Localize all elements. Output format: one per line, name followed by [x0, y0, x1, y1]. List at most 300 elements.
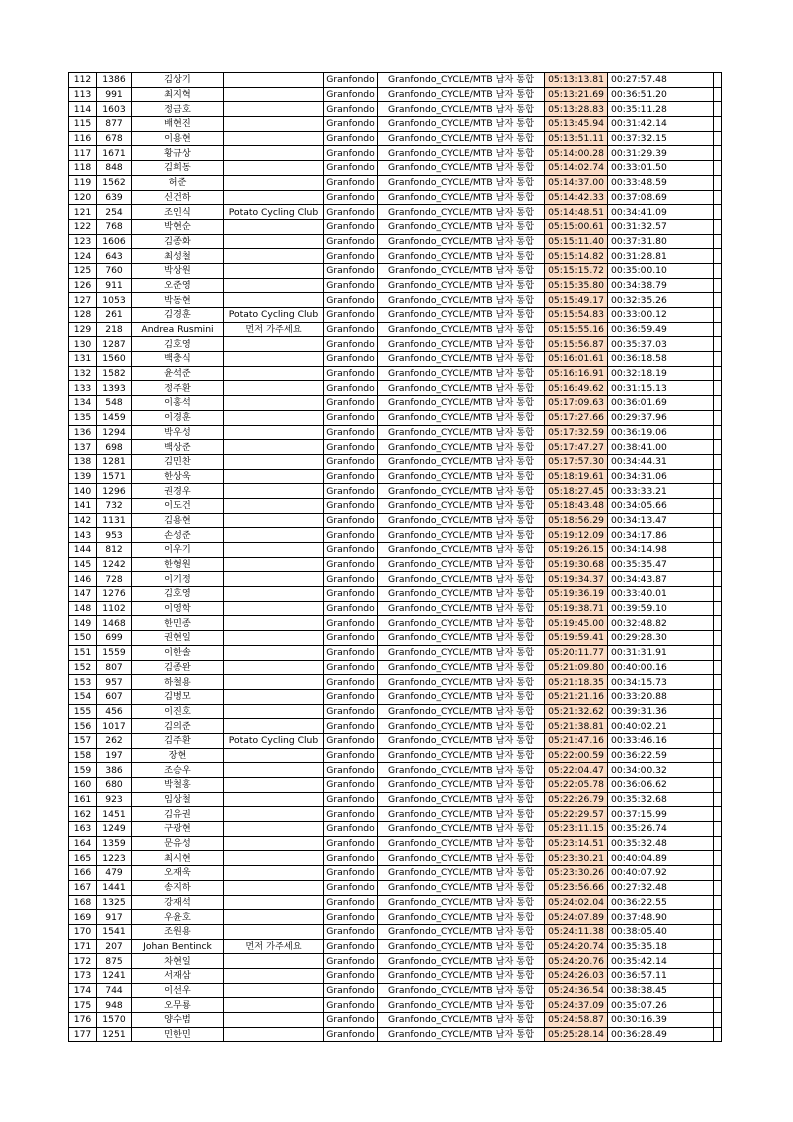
rank-cell: 143	[69, 528, 97, 543]
finish-time-cell: 05:18:56.29	[545, 513, 608, 528]
category-cell: Granfondo_CYCLE/MTB 남자 통합	[378, 410, 545, 425]
course-cell: Granfondo	[324, 954, 378, 969]
bib-number-cell: 948	[97, 998, 132, 1013]
rank-cell: 144	[69, 543, 97, 558]
category-cell: Granfondo_CYCLE/MTB 남자 통합	[378, 528, 545, 543]
table-row	[69, 719, 722, 734]
course-cell: Granfondo	[324, 161, 378, 176]
split-time-cell: 00:34:05.66	[608, 498, 714, 513]
category-cell: Granfondo_CYCLE/MTB 남자 통합	[378, 895, 545, 910]
bib-number-cell: 1131	[97, 513, 132, 528]
rider-name-cell: 이기정	[132, 572, 224, 587]
table-row	[69, 660, 722, 675]
table-row	[69, 689, 722, 704]
bib-number-cell: 1459	[97, 410, 132, 425]
category-cell: Granfondo_CYCLE/MTB 남자 통합	[378, 968, 545, 983]
rank-cell: 127	[69, 293, 97, 308]
bib-number-cell: 1249	[97, 822, 132, 837]
team-cell	[224, 792, 324, 807]
finish-time-cell: 05:13:51.11	[545, 131, 608, 146]
bib-number-cell: 1281	[97, 454, 132, 469]
rank-cell: 140	[69, 484, 97, 499]
course-cell: Granfondo	[324, 528, 378, 543]
category-cell: Granfondo_CYCLE/MTB 남자 통합	[378, 733, 545, 748]
empty-cell	[714, 263, 722, 278]
course-cell: Granfondo	[324, 763, 378, 778]
team-cell	[224, 219, 324, 234]
rider-name-cell: 김희동	[132, 161, 224, 176]
bib-number-cell: 262	[97, 733, 132, 748]
finish-time-cell: 05:24:26.03	[545, 968, 608, 983]
category-cell: Granfondo_CYCLE/MTB 남자 통합	[378, 469, 545, 484]
rank-cell: 168	[69, 895, 97, 910]
category-cell: Granfondo_CYCLE/MTB 남자 통합	[378, 572, 545, 587]
rider-name-cell: 서재삼	[132, 968, 224, 983]
empty-cell	[714, 807, 722, 822]
category-cell: Granfondo_CYCLE/MTB 남자 통합	[378, 366, 545, 381]
team-cell	[224, 293, 324, 308]
bib-number-cell: 1242	[97, 557, 132, 572]
table-row	[69, 440, 722, 455]
table-row	[69, 866, 722, 881]
table-row	[69, 587, 722, 602]
course-cell: Granfondo	[324, 308, 378, 323]
finish-time-cell: 05:24:37.09	[545, 998, 608, 1013]
table-row	[69, 601, 722, 616]
team-cell	[224, 190, 324, 205]
course-cell: Granfondo	[324, 836, 378, 851]
team-cell	[224, 498, 324, 513]
team-cell	[224, 337, 324, 352]
category-cell: Granfondo_CYCLE/MTB 남자 통합	[378, 675, 545, 690]
rider-name-cell: 구광현	[132, 822, 224, 837]
rider-name-cell: 박철홍	[132, 778, 224, 793]
category-cell: Granfondo_CYCLE/MTB 남자 통합	[378, 87, 545, 102]
category-cell: Granfondo_CYCLE/MTB 남자 통합	[378, 205, 545, 220]
bib-number-cell: 744	[97, 983, 132, 998]
split-time-cell: 00:35:35.18	[608, 939, 714, 954]
course-cell: Granfondo	[324, 234, 378, 249]
table-row	[69, 792, 722, 807]
empty-cell	[714, 146, 722, 161]
bib-number-cell: 1671	[97, 146, 132, 161]
category-cell: Granfondo_CYCLE/MTB 남자 통합	[378, 293, 545, 308]
finish-time-cell: 05:23:30.21	[545, 851, 608, 866]
rider-name-cell: Johan Bentinck	[132, 939, 224, 954]
table-row	[69, 498, 722, 513]
team-cell	[224, 161, 324, 176]
finish-time-cell: 05:19:34.37	[545, 572, 608, 587]
rank-cell: 171	[69, 939, 97, 954]
rider-name-cell: 박상원	[132, 263, 224, 278]
finish-time-cell: 05:14:00.28	[545, 146, 608, 161]
team-cell	[224, 675, 324, 690]
table-row	[69, 631, 722, 646]
course-cell: Granfondo	[324, 778, 378, 793]
empty-cell	[714, 117, 722, 132]
rank-cell: 137	[69, 440, 97, 455]
empty-cell	[714, 131, 722, 146]
split-time-cell: 00:35:32.48	[608, 836, 714, 851]
table-row	[69, 278, 722, 293]
category-cell: Granfondo_CYCLE/MTB 남자 통합	[378, 1027, 545, 1042]
empty-cell	[714, 836, 722, 851]
table-row	[69, 205, 722, 220]
rider-name-cell: 이홍석	[132, 396, 224, 411]
bib-number-cell: 953	[97, 528, 132, 543]
empty-cell	[714, 440, 722, 455]
finish-time-cell: 05:15:49.17	[545, 293, 608, 308]
rank-cell: 174	[69, 983, 97, 998]
rider-name-cell: 최성철	[132, 249, 224, 264]
rider-name-cell: 김의준	[132, 719, 224, 734]
rank-cell: 158	[69, 748, 97, 763]
category-cell: Granfondo_CYCLE/MTB 남자 통합	[378, 748, 545, 763]
team-cell	[224, 924, 324, 939]
empty-cell	[714, 587, 722, 602]
split-time-cell: 00:36:19.06	[608, 425, 714, 440]
split-time-cell: 00:33:20.88	[608, 689, 714, 704]
split-time-cell: 00:33:40.01	[608, 587, 714, 602]
rider-name-cell: 오재욱	[132, 866, 224, 881]
empty-cell	[714, 924, 722, 939]
split-time-cell: 00:40:07.92	[608, 866, 714, 881]
table-row	[69, 778, 722, 793]
finish-time-cell: 05:21:47.16	[545, 733, 608, 748]
rank-cell: 120	[69, 190, 97, 205]
rank-cell: 155	[69, 704, 97, 719]
split-time-cell: 00:36:06.62	[608, 778, 714, 793]
bib-number-cell: 1603	[97, 102, 132, 117]
category-cell: Granfondo_CYCLE/MTB 남자 통합	[378, 778, 545, 793]
finish-time-cell: 05:15:11.40	[545, 234, 608, 249]
course-cell: Granfondo	[324, 425, 378, 440]
team-cell	[224, 880, 324, 895]
finish-time-cell: 05:16:49.62	[545, 381, 608, 396]
rank-cell: 173	[69, 968, 97, 983]
split-time-cell: 00:34:41.09	[608, 205, 714, 220]
table-row	[69, 616, 722, 631]
split-time-cell: 00:35:42.14	[608, 954, 714, 969]
table-row	[69, 219, 722, 234]
category-cell: Granfondo_CYCLE/MTB 남자 통합	[378, 822, 545, 837]
rank-cell: 134	[69, 396, 97, 411]
finish-time-cell: 05:19:30.68	[545, 557, 608, 572]
finish-time-cell: 05:18:19.61	[545, 469, 608, 484]
category-cell: Granfondo_CYCLE/MTB 남자 통합	[378, 498, 545, 513]
empty-cell	[714, 161, 722, 176]
bib-number-cell: 479	[97, 866, 132, 881]
finish-time-cell: 05:19:59.41	[545, 631, 608, 646]
table-row	[69, 543, 722, 558]
team-cell	[224, 425, 324, 440]
split-time-cell: 00:33:00.12	[608, 308, 714, 323]
empty-cell	[714, 425, 722, 440]
finish-time-cell: 05:19:26.15	[545, 543, 608, 558]
category-cell: Granfondo_CYCLE/MTB 남자 통합	[378, 866, 545, 881]
rank-cell: 116	[69, 131, 97, 146]
split-time-cell: 00:38:38.45	[608, 983, 714, 998]
category-cell: Granfondo_CYCLE/MTB 남자 통합	[378, 146, 545, 161]
course-cell: Granfondo	[324, 998, 378, 1013]
team-cell	[224, 616, 324, 631]
table-row	[69, 528, 722, 543]
rider-name-cell: 한형원	[132, 557, 224, 572]
rank-cell: 170	[69, 924, 97, 939]
category-cell: Granfondo_CYCLE/MTB 남자 통합	[378, 337, 545, 352]
bib-number-cell: 1468	[97, 616, 132, 631]
table-row	[69, 763, 722, 778]
table-row	[69, 175, 722, 190]
category-cell: Granfondo_CYCLE/MTB 남자 통합	[378, 425, 545, 440]
bib-number-cell: 1102	[97, 601, 132, 616]
course-cell: Granfondo	[324, 748, 378, 763]
rider-name-cell: 최지혁	[132, 87, 224, 102]
rider-name-cell: 문유성	[132, 836, 224, 851]
rank-cell: 126	[69, 278, 97, 293]
bib-number-cell: 1359	[97, 836, 132, 851]
team-cell	[224, 440, 324, 455]
course-cell: Granfondo	[324, 498, 378, 513]
table-row	[69, 998, 722, 1013]
bib-number-cell: 607	[97, 689, 132, 704]
course-cell: Granfondo	[324, 675, 378, 690]
finish-time-cell: 05:17:47.27	[545, 440, 608, 455]
bib-number-cell: 911	[97, 278, 132, 293]
split-time-cell: 00:35:37.03	[608, 337, 714, 352]
team-cell	[224, 117, 324, 132]
category-cell: Granfondo_CYCLE/MTB 남자 통합	[378, 616, 545, 631]
rider-name-cell: 허준	[132, 175, 224, 190]
finish-time-cell: 05:24:02.04	[545, 895, 608, 910]
team-cell	[224, 704, 324, 719]
team-cell	[224, 263, 324, 278]
finish-time-cell: 05:24:07.89	[545, 910, 608, 925]
rank-cell: 131	[69, 352, 97, 367]
category-cell: Granfondo_CYCLE/MTB 남자 통합	[378, 234, 545, 249]
rank-cell: 112	[69, 73, 97, 88]
category-cell: Granfondo_CYCLE/MTB 남자 통합	[378, 587, 545, 602]
table-row	[69, 572, 722, 587]
empty-cell	[714, 983, 722, 998]
course-cell: Granfondo	[324, 293, 378, 308]
empty-cell	[714, 778, 722, 793]
bib-number-cell: 1441	[97, 880, 132, 895]
course-cell: Granfondo	[324, 572, 378, 587]
table-row	[69, 454, 722, 469]
empty-cell	[714, 234, 722, 249]
team-cell	[224, 645, 324, 660]
bib-number-cell: 643	[97, 249, 132, 264]
rider-name-cell: 한민종	[132, 616, 224, 631]
table-row	[69, 675, 722, 690]
finish-time-cell: 05:22:04.47	[545, 763, 608, 778]
empty-cell	[714, 792, 722, 807]
table-row	[69, 1027, 722, 1042]
team-cell: 먼저 가주세요	[224, 939, 324, 954]
category-cell: Granfondo_CYCLE/MTB 남자 통합	[378, 175, 545, 190]
bib-number-cell: 1294	[97, 425, 132, 440]
rank-cell: 152	[69, 660, 97, 675]
bib-number-cell: 1241	[97, 968, 132, 983]
course-cell: Granfondo	[324, 513, 378, 528]
split-time-cell: 00:36:01.69	[608, 396, 714, 411]
split-time-cell: 00:36:51.20	[608, 87, 714, 102]
rank-cell: 130	[69, 337, 97, 352]
results-table	[68, 72, 722, 1042]
bib-number-cell: 1386	[97, 73, 132, 88]
split-time-cell: 00:36:57.11	[608, 968, 714, 983]
table-row	[69, 880, 722, 895]
split-time-cell: 00:35:00.10	[608, 263, 714, 278]
finish-time-cell: 05:19:36.19	[545, 587, 608, 602]
category-cell: Granfondo_CYCLE/MTB 남자 통합	[378, 543, 545, 558]
rider-name-cell: 이선우	[132, 983, 224, 998]
empty-cell	[714, 910, 722, 925]
category-cell: Granfondo_CYCLE/MTB 남자 통합	[378, 396, 545, 411]
split-time-cell: 00:34:14.98	[608, 543, 714, 558]
finish-time-cell: 05:21:32.62	[545, 704, 608, 719]
split-time-cell: 00:33:33.21	[608, 484, 714, 499]
course-cell: Granfondo	[324, 205, 378, 220]
bib-number-cell: 1582	[97, 366, 132, 381]
course-cell: Granfondo	[324, 660, 378, 675]
empty-cell	[714, 660, 722, 675]
course-cell: Granfondo	[324, 102, 378, 117]
course-cell: Granfondo	[324, 616, 378, 631]
table-row	[69, 293, 722, 308]
rider-name-cell: 이한솔	[132, 645, 224, 660]
finish-time-cell: 05:24:58.87	[545, 1013, 608, 1028]
category-cell: Granfondo_CYCLE/MTB 남자 통합	[378, 440, 545, 455]
bib-number-cell: 848	[97, 161, 132, 176]
bib-number-cell: 807	[97, 660, 132, 675]
table-row	[69, 910, 722, 925]
course-cell: Granfondo	[324, 1013, 378, 1028]
split-time-cell: 00:32:48.82	[608, 616, 714, 631]
table-row	[69, 704, 722, 719]
category-cell: Granfondo_CYCLE/MTB 남자 통합	[378, 131, 545, 146]
rider-name-cell: 송지하	[132, 880, 224, 895]
split-time-cell: 00:33:01.50	[608, 161, 714, 176]
team-cell	[224, 968, 324, 983]
team-cell	[224, 454, 324, 469]
team-cell	[224, 102, 324, 117]
split-time-cell: 00:35:32.68	[608, 792, 714, 807]
empty-cell	[714, 733, 722, 748]
finish-time-cell: 05:15:56.87	[545, 337, 608, 352]
category-cell: Granfondo_CYCLE/MTB 남자 통합	[378, 102, 545, 117]
rider-name-cell: 조승우	[132, 763, 224, 778]
empty-cell	[714, 454, 722, 469]
empty-cell	[714, 190, 722, 205]
team-cell	[224, 381, 324, 396]
bib-number-cell: 386	[97, 763, 132, 778]
rider-name-cell: 김유권	[132, 807, 224, 822]
empty-cell	[714, 689, 722, 704]
finish-time-cell: 05:18:27.45	[545, 484, 608, 499]
course-cell: Granfondo	[324, 440, 378, 455]
finish-time-cell: 05:23:56.66	[545, 880, 608, 895]
team-cell	[224, 410, 324, 425]
split-time-cell: 00:36:28.49	[608, 1027, 714, 1042]
category-cell: Granfondo_CYCLE/MTB 남자 통합	[378, 645, 545, 660]
rider-name-cell: 김호영	[132, 337, 224, 352]
team-cell	[224, 249, 324, 264]
rank-cell: 161	[69, 792, 97, 807]
rank-cell: 117	[69, 146, 97, 161]
empty-cell	[714, 763, 722, 778]
course-cell: Granfondo	[324, 645, 378, 660]
team-cell	[224, 528, 324, 543]
rider-name-cell: 차현일	[132, 954, 224, 969]
rider-name-cell: 권경우	[132, 484, 224, 499]
team-cell	[224, 1027, 324, 1042]
course-cell: Granfondo	[324, 278, 378, 293]
table-row	[69, 249, 722, 264]
bib-number-cell: 923	[97, 792, 132, 807]
table-row	[69, 308, 722, 323]
team-cell	[224, 543, 324, 558]
category-cell: Granfondo_CYCLE/MTB 남자 통합	[378, 983, 545, 998]
split-time-cell: 00:27:57.48	[608, 73, 714, 88]
table-row	[69, 73, 722, 88]
empty-cell	[714, 513, 722, 528]
finish-time-cell: 05:14:48.51	[545, 205, 608, 220]
rider-name-cell: 민한민	[132, 1027, 224, 1042]
split-time-cell: 00:31:42.14	[608, 117, 714, 132]
finish-time-cell: 05:19:38.71	[545, 601, 608, 616]
category-cell: Granfondo_CYCLE/MTB 남자 통합	[378, 954, 545, 969]
finish-time-cell: 05:22:00.59	[545, 748, 608, 763]
rider-name-cell: 손성준	[132, 528, 224, 543]
course-cell: Granfondo	[324, 175, 378, 190]
team-cell	[224, 587, 324, 602]
empty-cell	[714, 866, 722, 881]
bib-number-cell: 728	[97, 572, 132, 587]
rank-cell: 129	[69, 322, 97, 337]
table-row	[69, 352, 722, 367]
empty-cell	[714, 205, 722, 220]
empty-cell	[714, 322, 722, 337]
team-cell: 먼저 가주세요	[224, 322, 324, 337]
bib-number-cell: 1571	[97, 469, 132, 484]
bib-number-cell: 678	[97, 131, 132, 146]
rider-name-cell: 김상기	[132, 73, 224, 88]
rank-cell: 128	[69, 308, 97, 323]
finish-time-cell: 05:21:38.81	[545, 719, 608, 734]
empty-cell	[714, 498, 722, 513]
table-row	[69, 146, 722, 161]
category-cell: Granfondo_CYCLE/MTB 남자 통합	[378, 308, 545, 323]
team-cell	[224, 631, 324, 646]
bib-number-cell: 698	[97, 440, 132, 455]
split-time-cell: 00:34:13.47	[608, 513, 714, 528]
category-cell: Granfondo_CYCLE/MTB 남자 통합	[378, 939, 545, 954]
team-cell	[224, 807, 324, 822]
rank-cell: 142	[69, 513, 97, 528]
finish-time-cell: 05:17:27.66	[545, 410, 608, 425]
empty-cell	[714, 572, 722, 587]
rank-cell: 177	[69, 1027, 97, 1042]
split-time-cell: 00:37:48.90	[608, 910, 714, 925]
rider-name-cell: 김민찬	[132, 454, 224, 469]
team-cell	[224, 234, 324, 249]
rider-name-cell: 윤석준	[132, 366, 224, 381]
empty-cell	[714, 631, 722, 646]
rank-cell: 163	[69, 822, 97, 837]
finish-time-cell: 05:23:30.26	[545, 866, 608, 881]
